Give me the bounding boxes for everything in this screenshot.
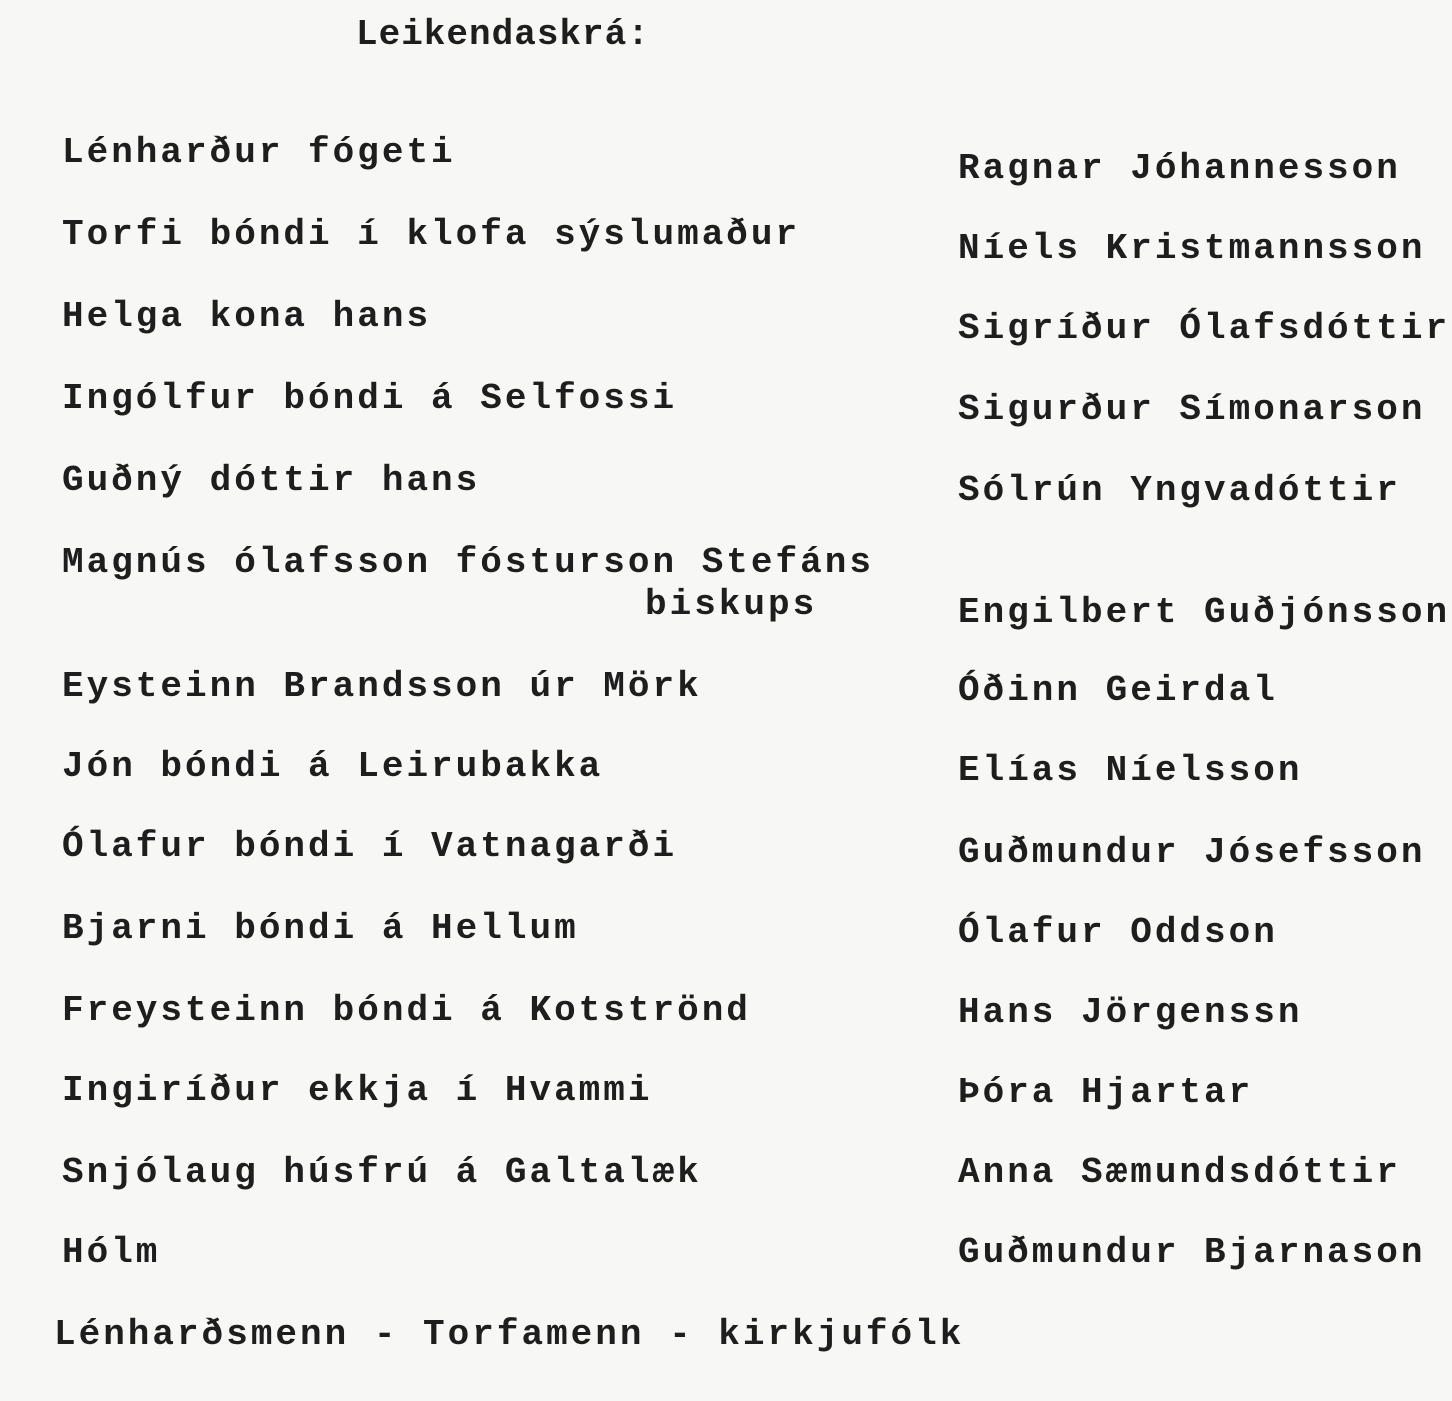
role-name: Ingiríður ekkja í Hvammi [62,1070,653,1111]
actor-name: Níels Kristmannsson [958,228,1426,269]
role-name: Freysteinn bóndi á Kotströnd [62,990,751,1031]
actor-name: Guðmundur Bjarnason [958,1232,1426,1273]
actor-name: Anna Sæmundsdóttir [958,1152,1401,1193]
footer-groups: Lénharðsmenn - Torfamenn - kirkjufólk [54,1314,965,1355]
role-name: Hólm [62,1232,161,1273]
actor-name: Hans Jörgenssn [958,992,1303,1033]
actor-name: Ragnar Jóhannesson [958,148,1401,189]
actor-name: Guðmundur Jósefsson [958,832,1426,873]
actor-name: Sólrún Yngvadóttir [958,470,1401,511]
role-name: Snjólaug húsfrú á Galtalæk [62,1152,702,1193]
actor-name: Þóra Hjartar [958,1072,1254,1113]
role-name: Guðný dóttir hans [62,460,481,501]
role-name: Helga kona hans [62,296,432,337]
actor-name: Óðinn Geirdal [958,670,1278,711]
role-name: Jón bóndi á Leirubakka [62,746,604,787]
role-name: Eysteinn Brandsson úr Mörk [62,666,702,707]
role-name: Torfi bóndi í klofa sýslumaður [62,214,801,255]
actor-name: Engilbert Guðjónsson [958,592,1451,633]
page-title: Leikendaskrá: [356,14,650,55]
role-name: Ingólfur bóndi á Selfossi [62,378,678,419]
role-name: Bjarni bóndi á Hellum [62,908,579,949]
actor-name: Sigurður Símonarson [958,389,1426,430]
role-name: Ólafur bóndi í Vatnagarði [62,826,678,867]
role-name-line1: Magnús ólafsson fósturson Stefáns [62,542,874,583]
role-name-line2: biskups [645,584,818,625]
actor-name: Sigríður Ólafsdóttir [958,308,1451,349]
actor-name: Elías Níelsson [958,750,1303,791]
actor-name: Ólafur Oddson [958,912,1278,953]
role-name: Lénharður fógeti [62,132,456,173]
role-name-two-line [62,542,874,626]
